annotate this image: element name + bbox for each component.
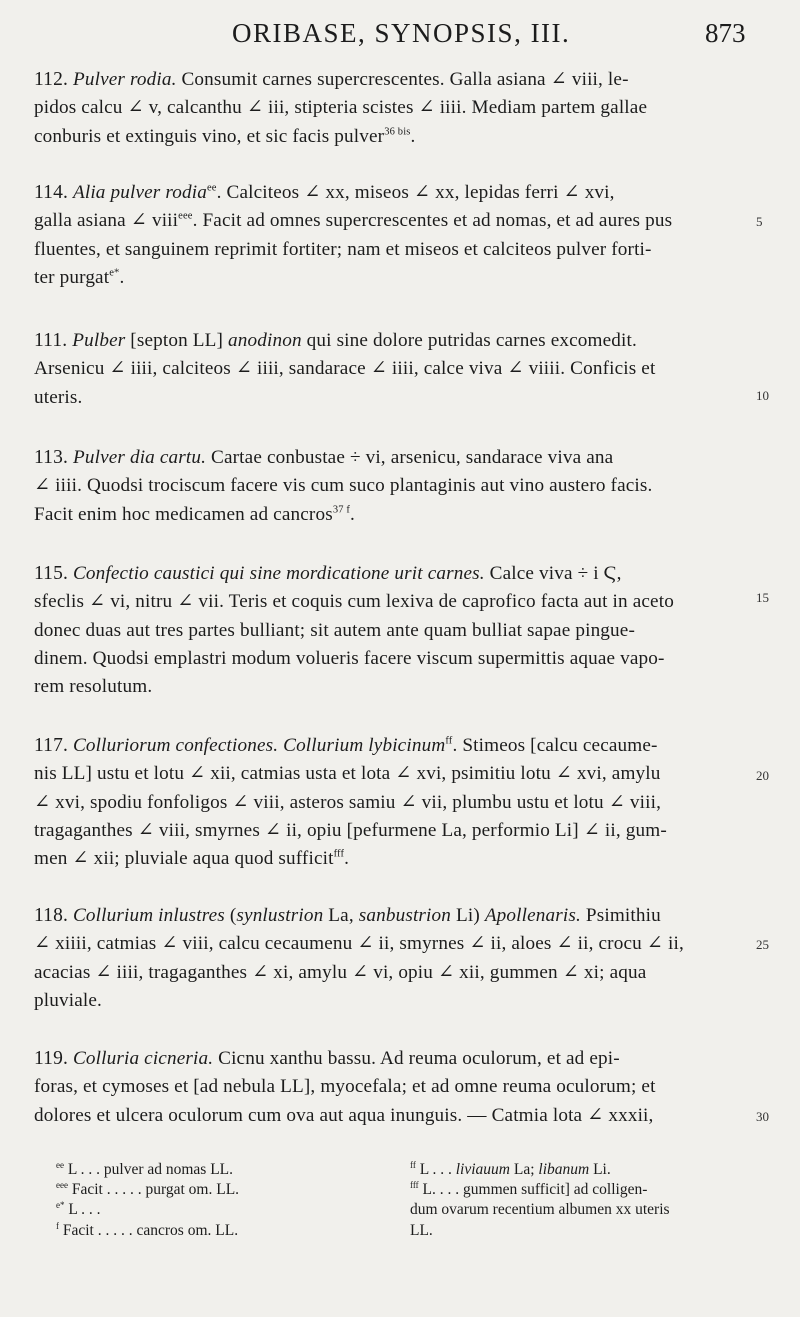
line-number-25: 25 <box>756 937 769 952</box>
recipe-number: 113. <box>34 447 69 468</box>
note-ref: ee <box>206 182 217 194</box>
recipe-title: Confectio caustici qui sine mordicatione urit carnes. <box>72 563 485 584</box>
recipe-title: Pulver rodia. <box>72 69 177 90</box>
line-number-30: 30 <box>756 1109 769 1124</box>
line-number-10: 10 <box>756 388 769 403</box>
recipe-113: 113. Pulver dia cartu. Cartae conbustae ÷ vi, arsenicu, sandarace viva ana ∠ iiii. Quodsi trociscum facere vis cum suco plantaginis aut vino austero facis. Facit enim hoc medicamen ad cancros$^{37 f}$. <box>34 447 653 525</box>
note-ref: 36 bis <box>384 126 411 138</box>
note-ref: eee <box>178 210 193 222</box>
recipe-title: Colluria cicneria. <box>72 1048 214 1069</box>
footnote: $^{fff}$ L. . . . gummen sufficit] ad colligen- <box>410 1180 648 1199</box>
footnote: $^{eee}$ Facit . . . . . purgat om. LL. <box>56 1180 240 1199</box>
footnotes-right <box>410 1160 754 1241</box>
note-ref: ff <box>445 735 453 747</box>
recipe-number: 119. <box>34 1048 69 1069</box>
recipe-title: Alia pulver rodia <box>72 182 207 203</box>
recipe-111: 111. Pulber [septon LL] anodinon qui sine dolore putridas carnes excomedit. Arsenicu ∠ iiii, calciteos ∠ iiii, sandarace ∠ iiii, calce viva ∠ viiii. Conficis et uteris. <box>34 330 656 408</box>
recipe-115: 115. Confectio caustici qui sine mordicatione urit carnes. Calce viva ÷ i Ϛ, sfeclis ∠ vi, nitru ∠ vii. Teris et coquis cum lexiva de caprofico facta aut in aceto donec duas aut tres partes bulliant; sit autem ante quam bulliat sapae pingue- dinem. Quodsi emplastri modum volueris facere viscum supermittis aquae vapo- rem resolutum. <box>34 563 674 698</box>
line-number-5: 5 <box>756 214 763 229</box>
recipe-number: 117. <box>34 735 69 756</box>
recipe-title: Colluriorum confectiones. Collurium lybicinum <box>72 735 446 756</box>
running-title: ORIBASE, SYNOPSIS, III. <box>232 18 571 48</box>
recipe-number: 114. <box>34 182 69 203</box>
recipe-number: 111. <box>34 330 68 351</box>
recipe-112: 112. Pulver rodia. Consumit carnes supercrescentes. Galla asiana ∠ viii, le- pidos calcu ∠ v, calcanthu ∠ iii, stipteria scistes ∠ iiii. Mediam partem gallae conburis et extinguis vino, et sic facis pulver$^{36 bis}$. <box>34 69 648 147</box>
footnote-continuation: dum ovarum recentium albumen xx uteris <box>410 1201 670 1219</box>
recipe-title: Pulver dia cartu. <box>72 447 207 468</box>
footnote-continuation: LL. <box>410 1221 433 1239</box>
recipe-title: Collurium inlustres <box>72 905 225 926</box>
running-header <box>0 14 800 54</box>
recipe-117: 117. Colluriorum confectiones. Collurium lybicinum$^{ff}$. Stimeos [calcu cecaume- nis LL] ustu et lotu ∠ xii, catmias usta et lota ∠ xvi, psimitiu lotu ∠ xvi, amylu ∠ xvi, spodiu fonfoligos ∠ viii, asteros samiu ∠ vii, plumbu ustu et lotu ∠ viii, tragaganthes ∠ viii, smyrnes ∠ ii, opiu [pefurmene La, performio Li] ∠ ii, gum- men ∠ xii; pluviale aqua quod sufficit$^{fff}$. <box>34 735 667 870</box>
footnote: $^{ee}$ L . . . pulver ad nomas LL. <box>56 1159 234 1178</box>
line-number-20: 20 <box>756 768 769 783</box>
recipe-title: Pulber <box>72 330 126 351</box>
recipe-118: 118. Collurium inlustres (synlustrion La, sanbustrion Li) Apollenaris. Psimithiu ∠ xiiii, catmias ∠ viii, calcu cecaumenu ∠ ii, smyrnes ∠ ii, aloes ∠ ii, crocu ∠ ii, acacias ∠ iiii, tragaganthes ∠ xi, amylu ∠ vi, opiu ∠ xii, gummen ∠ xi; aqua pluviale. <box>34 905 684 1011</box>
footnote: $^f$ Facit . . . . . cancros om. LL. <box>56 1220 239 1239</box>
footnote: $^{ff}$ L . . . liviauum La; libanum Li. <box>410 1159 611 1178</box>
recipe-number: 115. <box>34 563 69 584</box>
footnotes-left <box>56 1160 376 1241</box>
footnote: $^{e*}$ L . . . <box>56 1200 101 1219</box>
note-ref: e* <box>109 267 120 279</box>
line-number-15: 15 <box>756 590 769 605</box>
note-ref: 37 f <box>332 504 351 516</box>
recipe-114: 114. Alia pulver rodia$^{ee}$. Calciteos ∠ xx, miseos ∠ xx, lepidas ferri ∠ xvi, galla asiana ∠ viii$^{eee}$. Facit ad omnes supercrescentes et ad nomas, et ad aures pus fluentes, et sanguinem reprimit fortiter; nam et miseos et calciteos pulver forti- ter purgat$^{e*}$. <box>34 182 673 288</box>
recipe-119: 119. Colluria cicneria. Cicnu xanthu bassu. Ad reuma oculorum, et ad epi- foras, et cymoses et [ad nebula LL], myocefala; et ad omne reuma oculorum; et dolores et ulcera oculorum cum ova aut aqua inunguis. — Catmia lota ∠ xxxii, <box>34 1048 656 1126</box>
page-number: 873 <box>705 18 746 48</box>
note-ref: fff <box>333 848 345 860</box>
recipe-number: 118. <box>34 905 69 926</box>
recipe-number: 112. <box>34 69 69 90</box>
